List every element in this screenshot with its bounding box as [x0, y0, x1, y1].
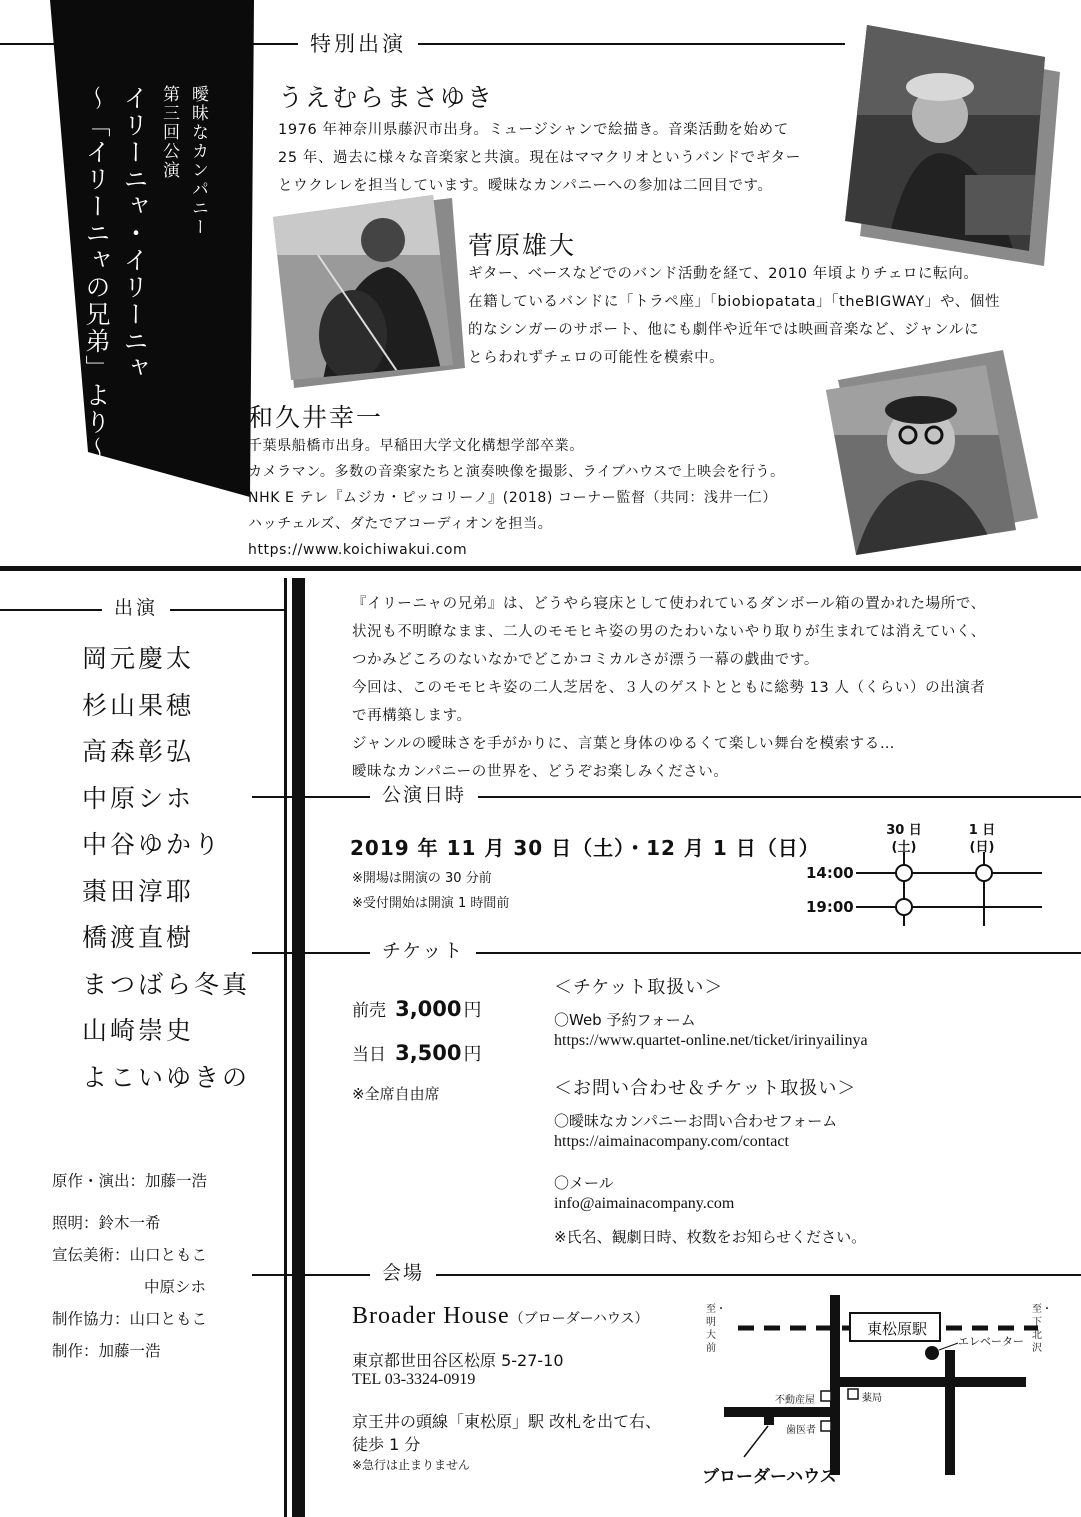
map-dentist: 歯医者	[786, 1425, 816, 1436]
title-panel	[40, 0, 270, 500]
form-url[interactable]: https://aimainacompany.com/contact	[554, 1133, 789, 1150]
venue-address: 東京都世田谷区松原 5-27-10	[352, 1351, 564, 1370]
cast-member: 岡元慶太	[82, 644, 195, 673]
web-url[interactable]: https://www.quartet-online.net/ticket/irinyailinya	[554, 1032, 868, 1049]
credit-art-2: 中原シホ	[144, 1278, 207, 1296]
day2-week: (日)	[969, 840, 995, 855]
cast-heading: 出演	[102, 599, 170, 618]
cast-member: 中谷ゆかり	[82, 830, 223, 859]
day1-week: (土)	[891, 840, 917, 855]
cast-member: 高森彰弘	[82, 737, 195, 766]
synopsis: 『イリーニャの兄弟』は、どうやら寝床として使われているダンボール箱の置かれた場所で、 状況も不明瞭なまま、二人のモモヒキ姿の男のたわいないやり取りが生まれては消えていく、 つかみどころのないなかでどこかコミカルさが漂う一幕の戯曲です。 今回は、このモモヒキ姿の二人芝居を、３人のゲストとともに総勢 13 人（くらい）の出演者 で再構築します。 ジャンルの曖昧さを手がかりに、言葉と身体のゆるくて楽しい舞台を模索する… 曖昧なカンパニーの世界を、どうぞお楽しみください。	[352, 596, 986, 780]
map-venue-label: ブローダーハウス	[702, 1467, 837, 1487]
advance-price: 前売 3,000 円	[352, 997, 482, 1021]
title-sub: 〜「イリーニャの兄弟」より〜	[82, 85, 111, 463]
map-elevator: エレベーター	[958, 1335, 1024, 1348]
credit-art: 宣伝美術：山口ともこ	[52, 1246, 208, 1264]
day1-label: 30 日	[886, 823, 922, 838]
title-edition: 第三回公演	[159, 85, 179, 180]
map-station-label: 東松原駅	[866, 1320, 927, 1338]
cast-member: よこいゆきの	[82, 1062, 251, 1092]
time-1900: 19:00	[806, 898, 854, 916]
cast-member: まつばら冬真	[82, 969, 251, 999]
venue-heading: 会場	[370, 1264, 436, 1283]
guest-3-bio: 千葉県船橋市出身。早稲田大学文化構想学部卒業。 カメラマン。多数の音楽家たちと演奏映像を撮影、ライブハウスで上映会を行う。 NHK E テレ『ムジカ・ピッコリーノ』(2018) コーナー監督（共同：浅井一仁） ハッチェルズ、ダたでアコーディオンを担当。 https://www.koichiwakui.com	[248, 438, 785, 558]
cast-member: 棗田淳耶	[82, 876, 195, 906]
schedule-grid	[850, 852, 1050, 932]
map-to-right: 至・下北沢	[1032, 1304, 1052, 1354]
venue-access-note: ※急行は止まりません	[352, 1458, 471, 1472]
door-price: 当日 3,500 円	[352, 1041, 482, 1065]
venue-tel: TEL 03-3324-0919	[352, 1371, 476, 1388]
vertical-thick-bar	[292, 578, 305, 1517]
mail-note: ※氏名、観劇日時、枚数をお知らせください。	[554, 1228, 867, 1246]
time-1400: 14:00	[806, 864, 854, 882]
credit-original: 原作・演出：加藤一浩	[52, 1172, 208, 1190]
map-pharmacy: 薬局	[862, 1393, 882, 1404]
credit-production: 制作：加藤一浩	[52, 1342, 161, 1360]
vertical-thin-bar	[284, 578, 287, 1517]
map-realestate: 不動産屋	[775, 1395, 815, 1406]
title-main: イリーニャ・イリーニャ	[120, 85, 149, 382]
venue-name: Broader House（ブローダーハウス）	[352, 1303, 649, 1329]
mail-label: 〇メール	[554, 1174, 614, 1192]
schedule-heading: 公演日時	[370, 786, 478, 805]
cast-member: 杉山果穂	[82, 690, 195, 720]
map-to-left: 至・明大前	[706, 1304, 726, 1354]
guest-1-name: うえむらまさゆき	[278, 83, 495, 112]
credit-coop: 制作協力：山口ともこ	[52, 1310, 208, 1328]
cast-member: 中原シホ	[82, 783, 195, 813]
venue-access-2: 徒歩 1 分	[352, 1435, 421, 1454]
ticket-note: ※全席自由席	[352, 1085, 440, 1103]
schedule-note-1: ※開場は開演の 30 分前	[352, 871, 492, 886]
guest-2-photo	[273, 195, 453, 380]
form-label: 〇曖昧なカンパニーお問い合わせフォーム	[554, 1112, 838, 1130]
schedule-date: 2019 年 11 月 30 日（土）・12 月 1 日（日）	[350, 836, 820, 860]
credit-lighting: 照明：鈴木一希	[52, 1214, 161, 1232]
schedule-note-2: ※受付開始は開演 1 時間前	[352, 896, 510, 911]
day2-label: 1 日	[968, 823, 996, 838]
mail-address[interactable]: info@aimainacompany.com	[554, 1195, 735, 1212]
title-company: 曖昧なカンパニー	[188, 85, 208, 237]
guest-2-name: 菅原雄大	[468, 231, 577, 260]
special-heading: 特別出演	[298, 34, 418, 55]
guest-1-bio: 1976 年神奈川県藤沢市出身。ミュージシャンで絵描き。音楽活動を始めて 25 年、過去に様々な音楽家と共演。現在はママクリオというバンドでギター とウクレレを担当しています。曖昧なカンパニーへの参加は二回目です。	[278, 122, 801, 194]
web-label: 〇Web 予約フォーム	[554, 1011, 696, 1029]
cast-member: 橋渡直樹	[82, 923, 195, 952]
cast-list	[82, 636, 250, 1101]
guest-2-bio: ギター、ベースなどでのバンド活動を経て、2010 年頃よりチェロに転向。 在籍しているバンドに「トラペ座」「biobiopatata」「theBIGWAY」や、個性 的なシンガーのサポート、他にも劇伴や近年では映画音楽など、ジャンルに とらわれずチェロの可能性を模索中。	[468, 266, 1001, 366]
guest-3-name: 和久井幸一	[248, 403, 384, 432]
venue-access-1: 京王井の頭線「東松原」駅 改札を出て右、	[352, 1412, 662, 1431]
section-divider	[0, 566, 1081, 571]
ticket-handling-heading: ＜チケット取扱い＞	[554, 977, 724, 998]
ticket-heading: チケット	[370, 942, 476, 961]
cast-member: 山崎崇史	[82, 1016, 195, 1045]
guest-1-photo	[845, 25, 1045, 255]
inquiry-heading: ＜お問い合わせ＆チケット取扱い＞	[554, 1078, 857, 1099]
guest-3-photo	[826, 365, 1016, 555]
